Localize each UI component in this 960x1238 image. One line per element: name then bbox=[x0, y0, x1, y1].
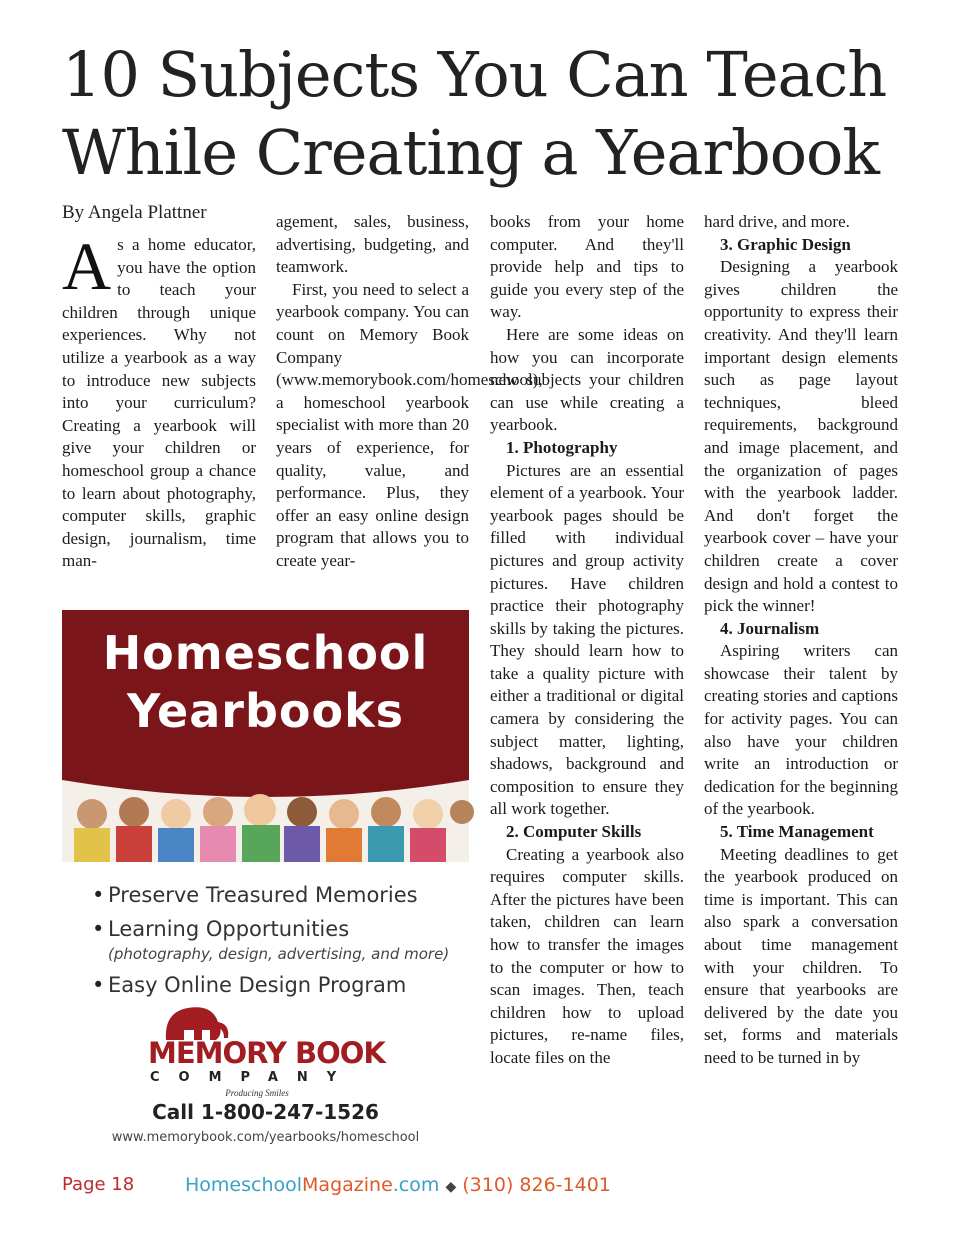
column-2 bbox=[276, 211, 543, 596]
paragraph: agement, sales, business, advertising, budgeting, and teamwork. bbox=[276, 212, 469, 277]
article-title bbox=[62, 36, 922, 192]
footer-site-name-b[interactable]: Magazine bbox=[302, 1174, 393, 1196]
paragraph: Here are some ideas on how you can incorporate new subjects your children can use while creating a yearbook. bbox=[490, 324, 684, 435]
ad-title: Homeschool Yearbooks bbox=[102, 626, 429, 738]
title-line-2: While Creating a Yearbook bbox=[62, 116, 879, 189]
paragraph: books from your home computer. And they'll provide help and tips to guide you every step of the way. bbox=[490, 212, 684, 322]
footer-site bbox=[185, 1174, 611, 1196]
diamond-separator-icon: ◆ bbox=[445, 1179, 457, 1195]
drop-cap: A bbox=[62, 228, 112, 304]
paragraph: Aspiring writers can showcase their talent by creating stories and captions for activity pages. You can also have your children write an introduction or dedication for the beginning of the yearbook. bbox=[704, 641, 898, 819]
byline: By Angela Plattner bbox=[62, 202, 207, 223]
paragraph: hard drive, and more. bbox=[704, 212, 850, 231]
heading-journalism: 4. Journalism bbox=[720, 618, 820, 638]
ad-url[interactable]: www.memorybook.com/yearbooks/homeschool bbox=[111, 1130, 420, 1145]
heading-graphic-design: 3. Graphic Design bbox=[720, 234, 851, 254]
heading-time-management: 5. Time Management bbox=[720, 822, 874, 842]
paragraph: Creating a yearbook also requires computer skills. After the pictures have been taken, children can learn how to transfer the images to the computer or how to scan images. Then, teach children how to upload pictures, re-name files, locate files on the bbox=[490, 844, 684, 1067]
heading-photography: 1. Photography bbox=[506, 437, 618, 457]
footer-site-name-a[interactable]: Homeschool bbox=[185, 1174, 303, 1196]
paragraph: Designing a yearbook gives children the opportunity to express their creativity. And they'll learn important design elements such as page layout techniques, bleed requirements, background and image placement, and the organization of pages with the yearbook ladder. And don't forget the yearbook cover – have your children create a cover design and hold a contest to pick the winner! bbox=[704, 257, 898, 616]
column-4 bbox=[704, 211, 898, 1171]
ad-bullet: • Learning Opportunities (photography, design, advertising, and more) bbox=[92, 916, 462, 964]
ad-phone: Call 1-800-247-1526 bbox=[152, 1100, 379, 1124]
children-photo bbox=[62, 762, 469, 862]
column-3 bbox=[490, 211, 684, 1171]
column-1 bbox=[62, 228, 256, 596]
page-number: Page 18 bbox=[62, 1174, 135, 1195]
heading-computer-skills: 2. Computer Skills bbox=[506, 822, 642, 842]
yearbook-advertisement[interactable] bbox=[62, 610, 469, 1160]
title-line-1: 10 Subjects You Can Teach bbox=[62, 38, 887, 111]
paragraph: Pictures are an essential element of a yearbook. Your yearbook pages should be filled with individual pictures and group activity pictures. Have children practice their photography skills by taking the pictures. They should learn how to take a quality picture with either a traditional or digital camera by considering the subject matter, lighting, shadows, background and composition to ensure they all work together. bbox=[490, 460, 684, 819]
ad-bullet-list bbox=[92, 882, 462, 1006]
ad-bullet-subtext: (photography, design, advertising, and more) bbox=[108, 945, 450, 963]
ad-bullet: • Easy Online Design Program bbox=[92, 972, 462, 998]
ad-bullet: • Preserve Treasured Memories bbox=[92, 882, 462, 908]
footer-site-name-c[interactable]: .com bbox=[392, 1174, 440, 1196]
footer-phone: (310) 826-1401 bbox=[462, 1174, 611, 1196]
intro-paragraph: As a home educator, you have the option to teach your children through unique experiences. Why not utilize a yearbook as a way to introduce new subjects into your curriculum? Creating a yearbook will give your children or homeschool group a chance to learn about photography, computer skills, graphic design, journalism, time man- bbox=[62, 228, 256, 571]
paragraph: First, you need to select a yearbook company. You can count on Memory Book Company (www.memorybook.com/homeschool), a homeschool yearbook specialist with more than 20 years of experience, for quality, value, and performance. Plus, they offer an easy online design program that allows you to create year- bbox=[276, 279, 543, 570]
paragraph: Meeting deadlines to get the yearbook produced on time is important. This can also spark a conversation about time management with your children. To ensure that yearbooks are delivered by the date you set, forms and materials need to be turned in by bbox=[704, 844, 898, 1067]
memory-book-logo: MEMORY BOOK COMPANY Producing Smiles bbox=[142, 1000, 402, 1100]
